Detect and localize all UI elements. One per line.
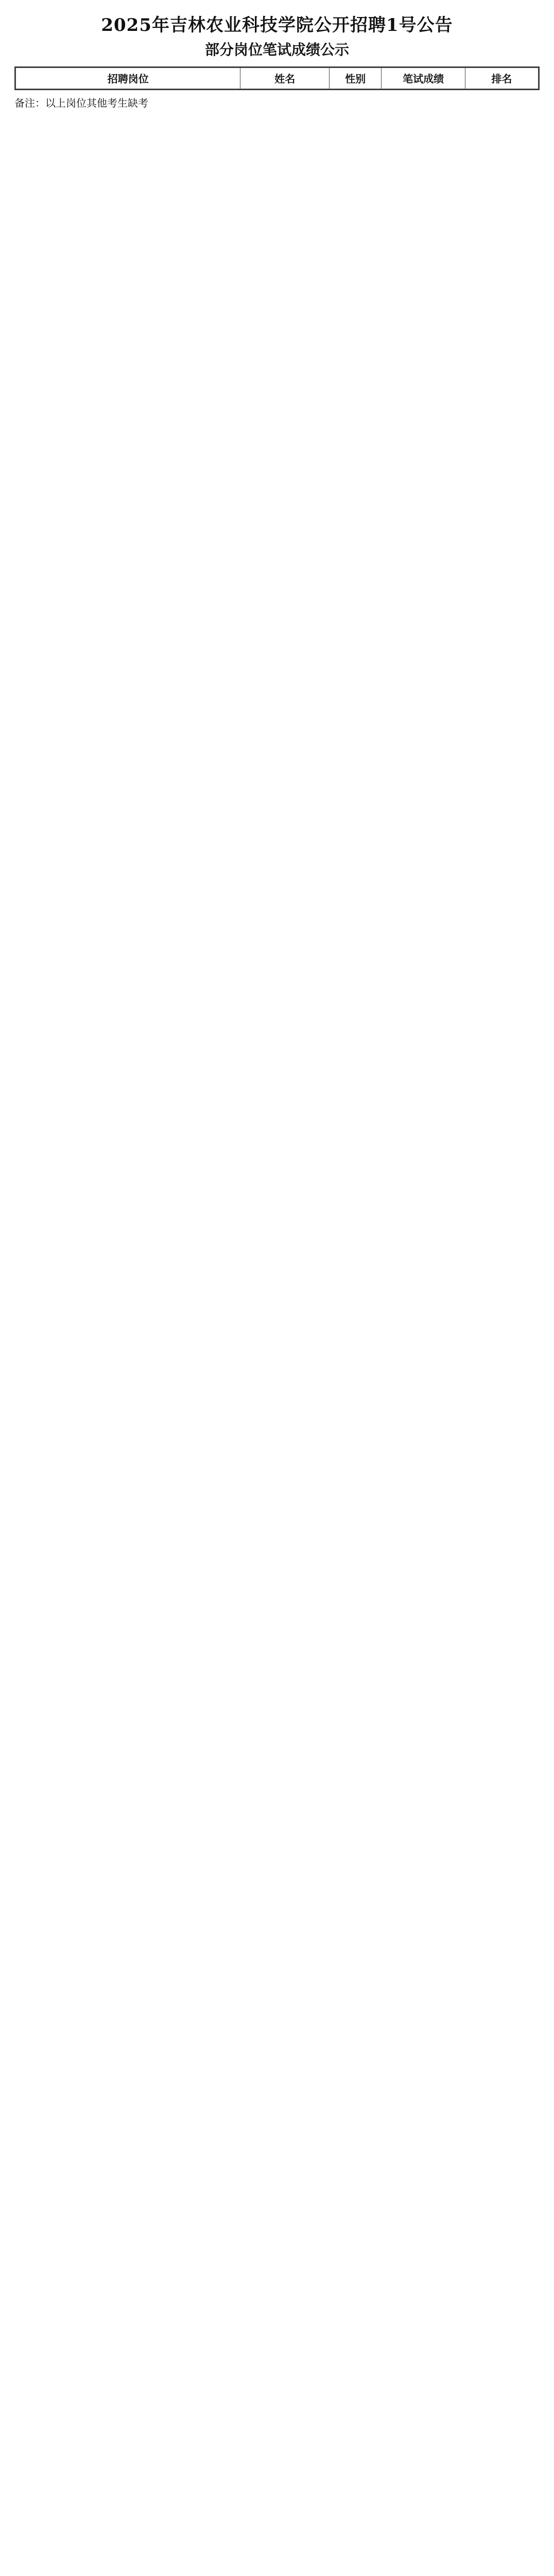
- header-gender: 性别: [329, 67, 382, 89]
- table-header-row: [16, 67, 539, 89]
- results-table-wrap: [14, 66, 540, 90]
- header-post: 招聘岗位: [16, 67, 240, 89]
- header-score: 笔试成绩: [382, 67, 465, 89]
- results-table: [15, 67, 539, 89]
- page-title: 2025年吉林农业科技学院公开招聘1号公告: [101, 15, 453, 36]
- title-block: [14, 14, 540, 59]
- header-rank: 排名: [465, 67, 538, 89]
- footer-note: 备注：以上岗位其他考生缺考: [14, 96, 148, 109]
- header-name: 姓名: [240, 67, 330, 89]
- page-subtitle: 部分岗位笔试成绩公示: [204, 41, 349, 58]
